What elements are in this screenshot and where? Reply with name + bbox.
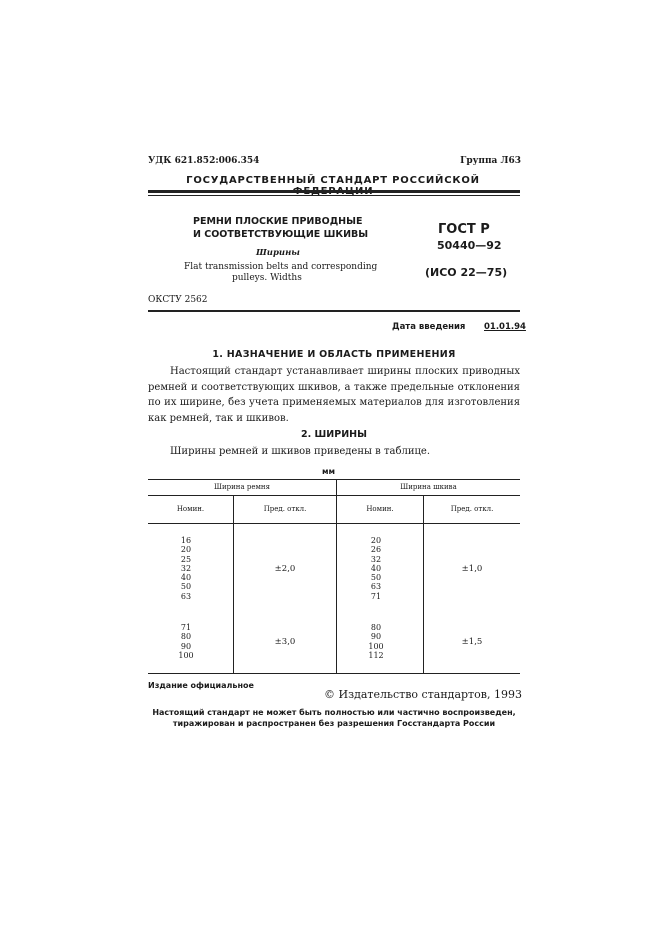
state-standard-heading: ГОСУДАРСТВЕННЫЙ СТАНДАРТ РОССИЙСКОЙ: [186, 175, 480, 186]
section1-body: Настоящий стандарт устанавливает ширины плоских приводных ремней и соответствующих шкивов, а также предельные отклонения по их ширине, без учета применяемых материалов для изготовления как ремней, так и шкивов.: [148, 366, 520, 424]
header-pulley-nominal: Номин.: [366, 505, 394, 513]
udk-code: УДК 621.852:006.354: [148, 156, 260, 166]
header-belt-tolerance: Пред. откл.: [263, 505, 307, 513]
okstu-code: ОКСТУ 2562: [148, 295, 208, 305]
table-header-bottom-rule: [148, 523, 520, 524]
title-ru-line1: РЕМНИ ПЛОСКИЕ ПРИВОДНЫЕ: [193, 216, 363, 227]
pulley-nominal-group1: 20 26 32 40 50 63 71: [370, 536, 382, 601]
belt-tolerance-group1: ±2,0: [274, 564, 296, 574]
title-en-line1: Flat transmission belts and corresponding: [184, 262, 378, 272]
table-top-rule: [148, 479, 520, 480]
pulley-nominal-group2: 80 90 100 112: [368, 623, 384, 660]
group-code: Группа Л63: [460, 156, 521, 166]
belt-nominal-group2: 71 80 90 100: [178, 623, 194, 660]
table-subheader-rule: [148, 495, 520, 496]
gost-number: 50440—92: [437, 239, 502, 252]
section2-body: Ширины ремней и шкивов приведены в таблице.: [170, 446, 431, 457]
intro-date-value: 01.01.94: [484, 322, 526, 332]
pulley-tolerance-group2: ±1,5: [461, 637, 483, 647]
title-en-line2: pulleys. Widths: [232, 273, 302, 283]
top-rule-thick: [148, 190, 520, 193]
intro-date-label: Дата введения: [392, 322, 466, 332]
section1-title: 1. НАЗНАЧЕНИЕ И ОБЛАСТЬ ПРИМЕНЕНИЯ: [212, 349, 456, 360]
table-bottom-rule: [148, 673, 520, 674]
table-unit: мм: [322, 467, 336, 476]
middle-rule: [148, 310, 520, 312]
official-edition-label: Издание официальное: [148, 681, 254, 690]
reproduction-notice-line2: тиражирован и распространен без разрешения Госстандарта России: [172, 719, 496, 728]
header-pulley-width: Ширина шкива: [400, 483, 457, 491]
title-ru-subtitle: Ширины: [256, 248, 300, 258]
top-rule-thin: [148, 195, 520, 196]
header-belt-nominal: Номин.: [176, 505, 205, 513]
section2-title: 2. ШИРИНЫ: [301, 429, 367, 440]
reproduction-notice-line1: Настоящий стандарт не может быть полностью или частично воспроизведен,: [152, 708, 516, 717]
gost-label: ГОСТ Р: [438, 222, 490, 237]
title-ru-line2: И СООТВЕТСТВУЮЩИЕ ШКИВЫ: [193, 229, 369, 240]
pulley-tolerance-group1: ±1,0: [461, 564, 483, 574]
widths-table: [148, 479, 520, 674]
belt-tolerance-group2: ±3,0: [274, 637, 296, 647]
header-pulley-tolerance: Пред. откл.: [450, 505, 494, 513]
copyright-notice: © Издательство стандартов, 1993: [324, 688, 522, 701]
belt-nominal-group1: 16 20 25 32 40 50 63: [180, 536, 192, 601]
iso-number: (ИСО 22—75): [425, 266, 508, 279]
header-belt-width: Ширина ремня: [213, 483, 270, 491]
